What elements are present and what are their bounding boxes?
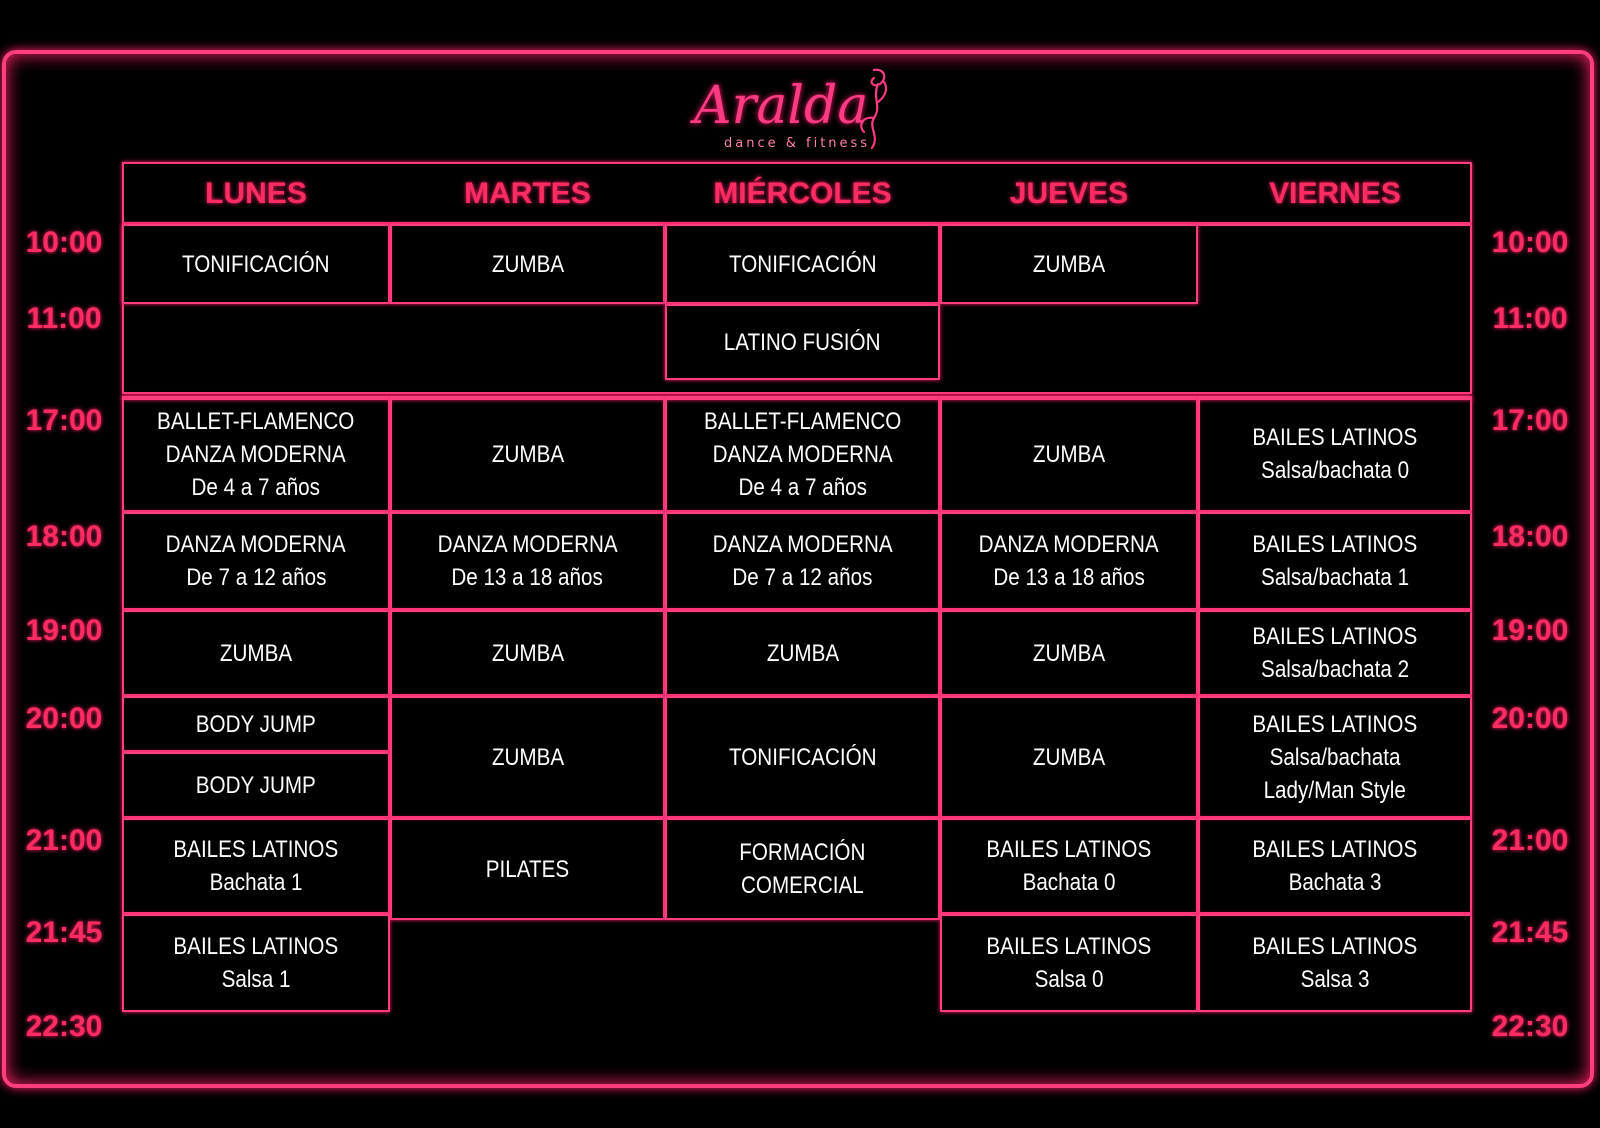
time-label-right-9: 22:30: [1491, 1010, 1569, 1043]
class-line: Salsa/bachata: [1269, 743, 1401, 771]
time-label-left-4: 18:00: [25, 520, 103, 553]
class-cell-mar-1800: [390, 512, 665, 610]
class-line: BAILES LATINOS: [1252, 710, 1418, 738]
time-label-right-7: 21:00: [1491, 824, 1569, 857]
class-cell-lun-2145: [122, 914, 390, 1012]
time-label-right-6: 20:00: [1491, 702, 1569, 735]
class-line: ZUMBA: [491, 743, 564, 771]
class-cell-mar-1700: [390, 396, 665, 512]
class-cell-jue-2100: [940, 818, 1198, 914]
time-label-right-3: 17:00: [1491, 404, 1569, 437]
class-line: BAILES LATINOS: [1252, 531, 1418, 558]
class-cell-lun-1700: [122, 396, 390, 512]
class-line: PILATES: [485, 855, 570, 883]
class-line: Bachata 1: [209, 869, 303, 896]
class-line: BODY JUMP: [195, 771, 317, 799]
class-line: De 7 a 12 años: [732, 564, 873, 591]
class-cell-mie-1800: [665, 512, 940, 610]
class-line: DANZA MODERNA: [165, 440, 347, 468]
day-header-4: JUEVES: [1009, 177, 1129, 210]
class-line: FORMACIÓN: [739, 839, 866, 866]
time-label-right-4: 18:00: [1491, 520, 1569, 553]
class-line: ZUMBA: [491, 250, 564, 278]
time-label-right-5: 19:00: [1491, 614, 1569, 647]
day-header-5: VIERNES: [1269, 177, 1401, 210]
day-header-1: LUNES: [205, 177, 307, 210]
class-cell-vie-2145: [1198, 914, 1472, 1012]
class-cell-vie-1700: [1198, 396, 1472, 512]
time-label-right-8: 21:45: [1491, 916, 1569, 949]
class-line: BAILES LATINOS: [1252, 424, 1418, 451]
class-cell-mie-1900: [665, 610, 940, 696]
class-cell-vie-2000: [1198, 696, 1472, 818]
class-line: BAILES LATINOS: [1252, 836, 1418, 863]
class-cell-jue-1900: [940, 610, 1198, 696]
class-line: Lady/Man Style: [1263, 776, 1407, 804]
class-line: De 4 a 7 años: [191, 473, 321, 501]
class-line: BALLET-FLAMENCO: [157, 407, 355, 435]
class-line: Salsa/bachata 1: [1260, 564, 1410, 591]
class-line: BAILES LATINOS: [173, 836, 339, 863]
class-cell-jue-1000: [940, 224, 1198, 304]
class-line: BODY JUMP: [195, 710, 317, 738]
class-line: BAILES LATINOS: [1252, 623, 1418, 650]
class-line: BAILES LATINOS: [986, 933, 1152, 960]
class-cell-mie-1100: [665, 304, 940, 380]
time-label-left-9: 22:30: [25, 1010, 103, 1043]
class-line: Salsa/bachata 2: [1260, 656, 1410, 683]
class-cell-lun-2000b: [122, 752, 390, 818]
brand-name: Aralda: [694, 76, 869, 136]
dancer-icon: [852, 66, 892, 152]
class-cell-jue-1800: [940, 512, 1198, 610]
class-line: De 13 a 18 años: [451, 564, 604, 591]
class-line: De 13 a 18 años: [993, 564, 1145, 591]
class-line: Salsa 0: [1034, 966, 1104, 993]
class-line: ZUMBA: [1032, 440, 1106, 468]
class-cell-vie-1800: [1198, 512, 1472, 610]
class-line: DANZA MODERNA: [165, 531, 347, 558]
class-line: ZUMBA: [1032, 743, 1106, 771]
class-cell-lun-2100: [122, 818, 390, 914]
class-line: BAILES LATINOS: [173, 933, 339, 960]
class-line: LATINO FUSIÓN: [724, 328, 881, 356]
brand-tagline: dance & fitness: [724, 136, 871, 151]
class-line: Bachata 3: [1288, 869, 1382, 896]
time-label-left-6: 20:00: [25, 702, 103, 735]
class-line: BAILES LATINOS: [1252, 933, 1418, 960]
time-label-left-8: 21:45: [25, 916, 103, 949]
class-line: Bachata 0: [1022, 869, 1116, 896]
time-label-left-3: 17:00: [25, 404, 103, 437]
class-cell-mie-1700: [665, 396, 940, 512]
class-line: TONIFICACIÓN: [728, 250, 877, 278]
class-cell-lun-1800: [122, 512, 390, 610]
time-label-left-1: 10:00: [25, 226, 103, 259]
class-cell-mie-2100: [665, 818, 940, 920]
time-label-left-5: 19:00: [25, 614, 103, 647]
class-line: ZUMBA: [1032, 250, 1106, 278]
class-line: DANZA MODERNA: [437, 531, 618, 558]
time-label-right-1: 10:00: [1491, 226, 1569, 259]
class-cell-lun-1000: [122, 224, 390, 304]
class-line: ZUMBA: [766, 639, 839, 667]
class-cell-mie-2000: [665, 696, 940, 818]
class-line: ZUMBA: [491, 440, 564, 468]
class-line: COMERCIAL: [741, 872, 864, 899]
class-line: TONIFICACIÓN: [182, 250, 330, 278]
class-line: De 4 a 7 años: [738, 473, 867, 501]
class-line: BAILES LATINOS: [986, 836, 1152, 863]
class-line: Salsa 1: [221, 966, 291, 993]
class-cell-jue-2145: [940, 914, 1198, 1012]
class-cell-mie-1000: [665, 224, 940, 304]
class-cell-jue-1700: [940, 396, 1198, 512]
class-line: De 7 a 12 años: [185, 564, 326, 591]
class-cell-mar-2100: [390, 818, 665, 920]
class-cell-mar-1000: [390, 224, 665, 304]
day-header-3: MIÉRCOLES: [713, 177, 892, 210]
class-cell-vie-1900: [1198, 610, 1472, 696]
class-cell-mar-1900: [390, 610, 665, 696]
class-cell-mar-2000: [390, 696, 665, 818]
class-line: ZUMBA: [1032, 639, 1106, 667]
time-label-left-7: 21:00: [25, 824, 103, 857]
time-label-right-2: 11:00: [1492, 302, 1568, 335]
class-line: DANZA MODERNA: [712, 440, 893, 468]
class-line: ZUMBA: [219, 639, 293, 667]
class-line: BALLET-FLAMENCO: [703, 407, 902, 435]
class-cell-jue-2000: [940, 696, 1198, 818]
class-line: Salsa 3: [1300, 966, 1370, 993]
class-cell-lun-1900: [122, 610, 390, 696]
day-header-2: MARTES: [464, 177, 591, 210]
time-label-left-2: 11:00: [26, 302, 102, 335]
class-cell-lun-2000a: [122, 696, 390, 752]
class-cell-vie-2100: [1198, 818, 1472, 914]
class-line: DANZA MODERNA: [978, 531, 1160, 558]
class-line: Salsa/bachata 0: [1260, 457, 1410, 484]
class-line: ZUMBA: [491, 639, 564, 667]
class-line: TONIFICACIÓN: [728, 743, 877, 771]
class-line: DANZA MODERNA: [712, 531, 893, 558]
